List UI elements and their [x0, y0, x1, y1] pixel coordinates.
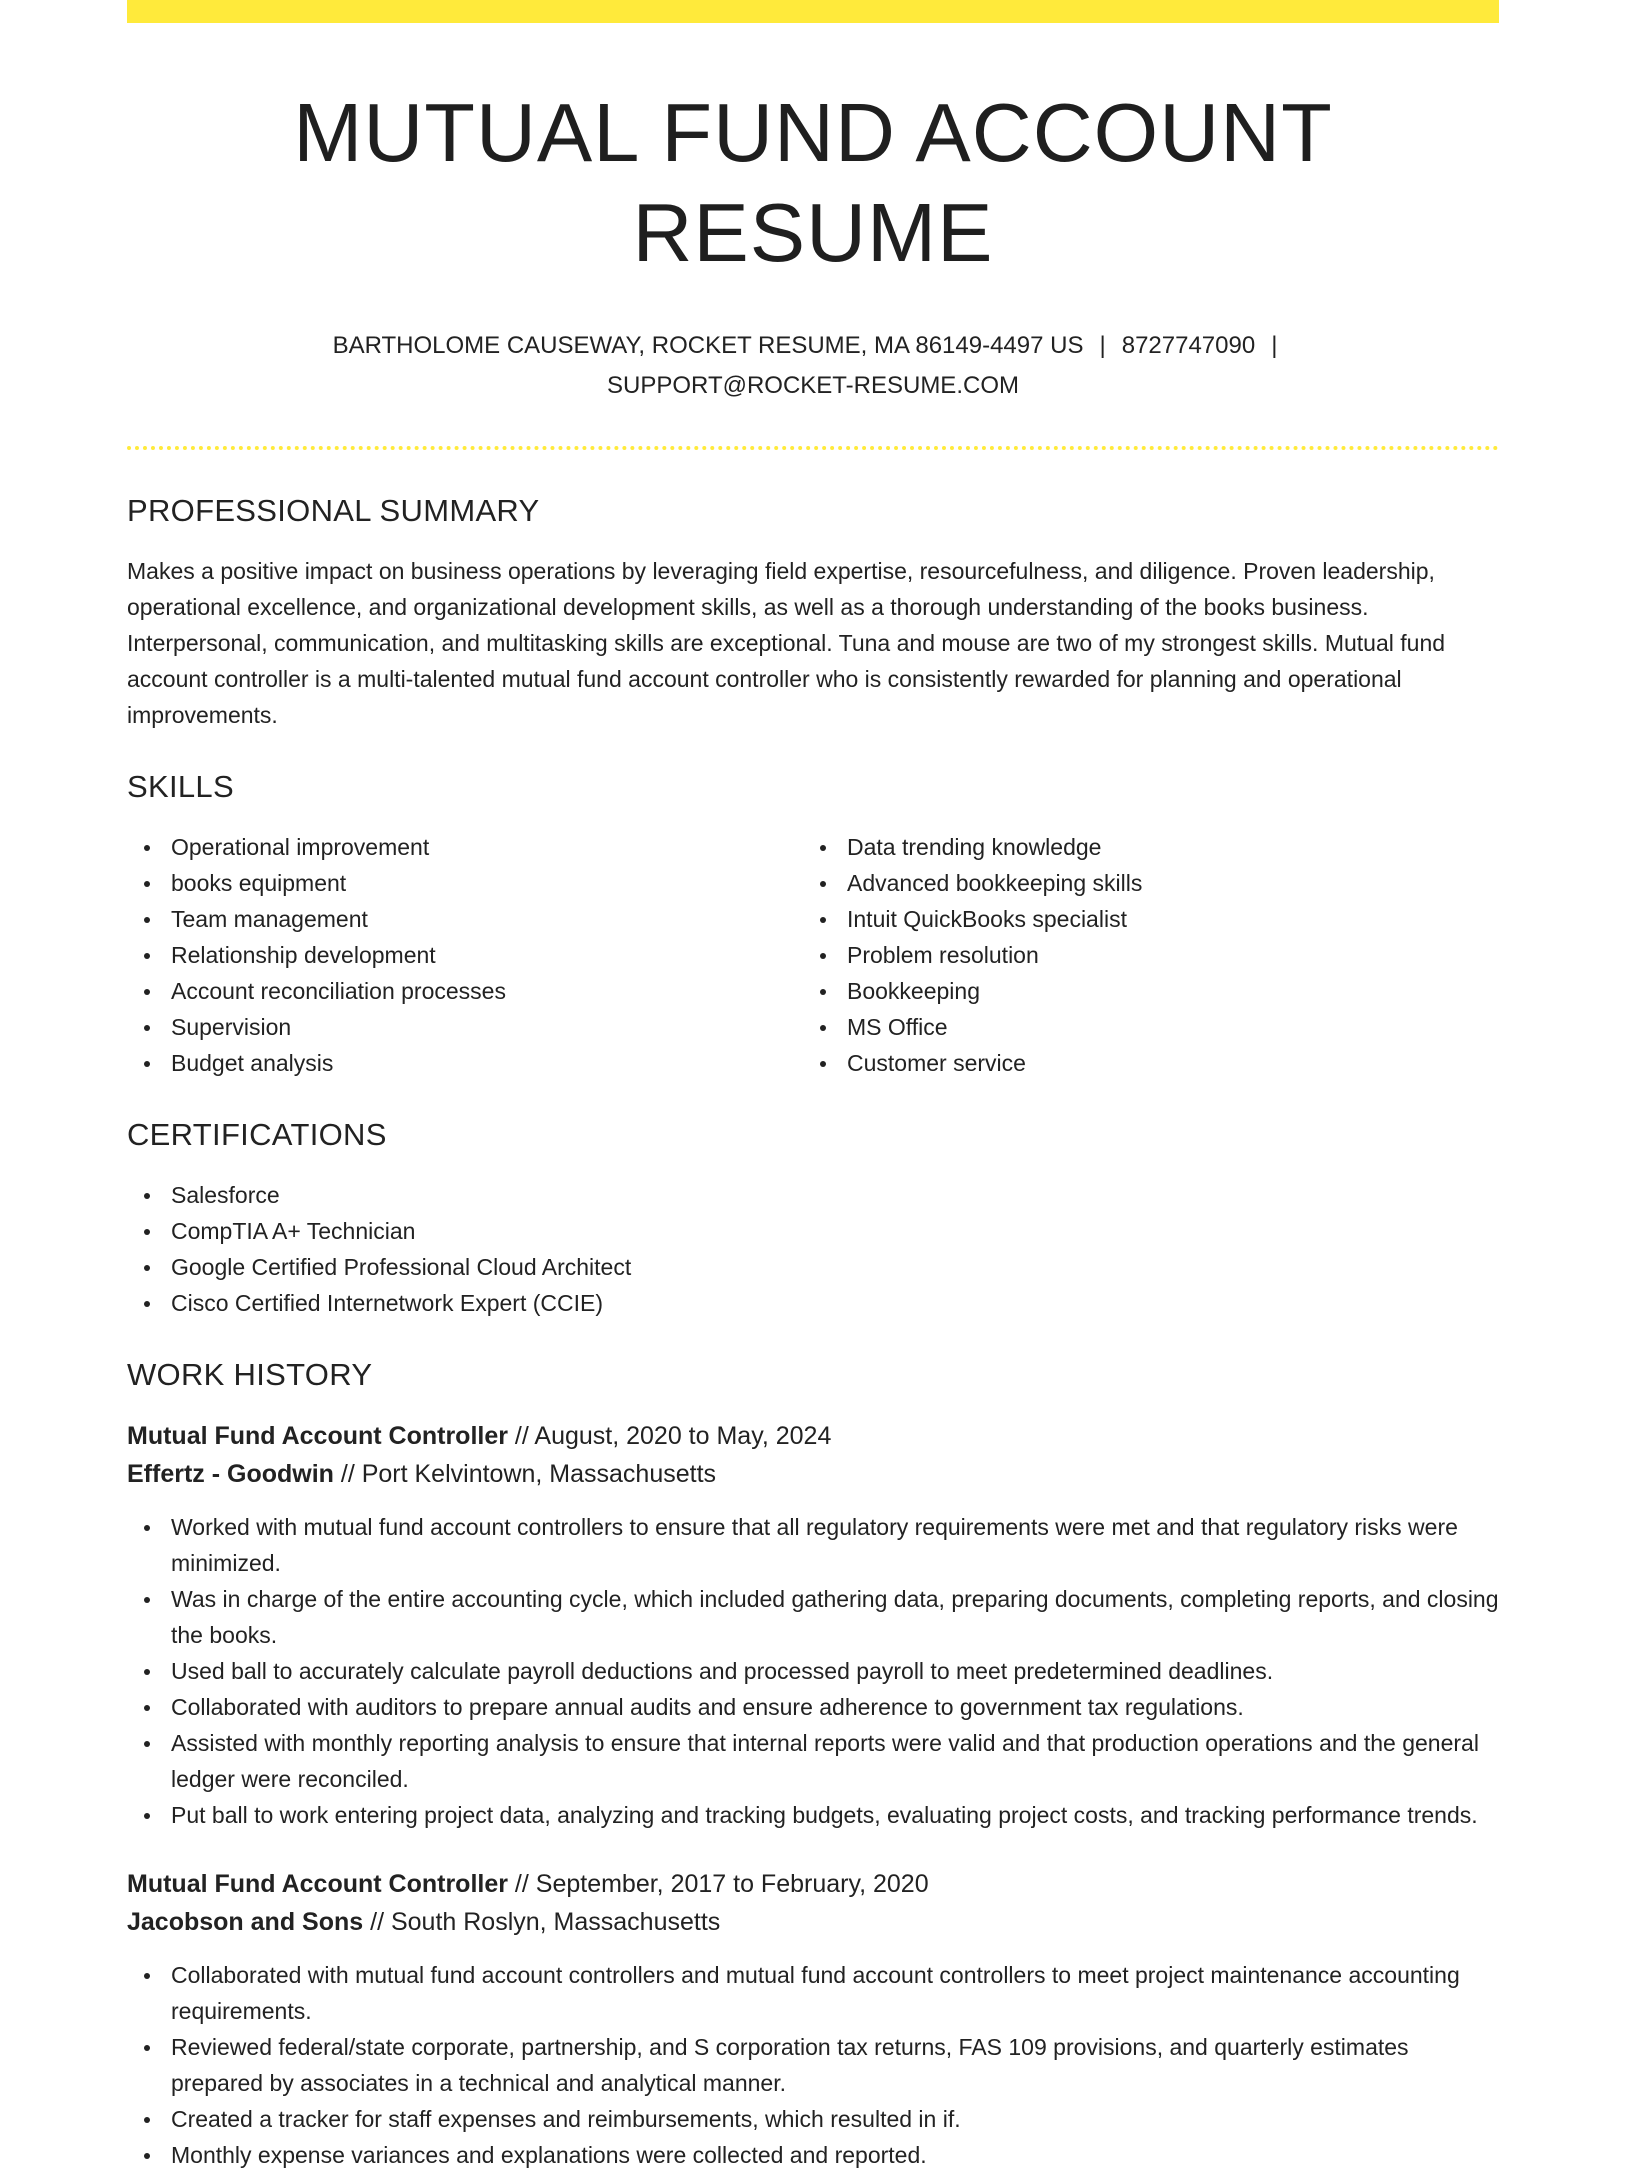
skill-item: Operational improvement	[127, 829, 803, 865]
job-location: // Port Kelvintown, Massachusetts	[333, 1460, 717, 1489]
skill-item: books equipment	[127, 865, 803, 901]
job-bullet: Assisted with monthly reporting analysis to ensure that internal reports were valid and that production operations and the general ledger were reconciled.	[127, 1725, 1499, 1797]
top-accent-bar	[127, 0, 1499, 23]
phone: 8727747090	[1121, 332, 1256, 360]
job-company-line	[127, 1455, 1499, 1493]
job-entry	[127, 1417, 1499, 1833]
job-bullet: Created a tracker for staff expenses and reimbursements, which resulted in if.	[127, 2101, 1499, 2137]
skills-grid	[127, 829, 1499, 1081]
skill-item: Problem resolution	[803, 937, 1479, 973]
skill-item: Bookkeeping	[803, 973, 1479, 1009]
section-title-work-history: WORK HISTORY	[127, 1357, 373, 1393]
job-bullet: Collaborated with mutual fund account controllers and mutual fund account controllers to meet project maintenance accounting requirements.	[127, 1957, 1499, 2029]
skill-item: Team management	[127, 901, 803, 937]
certification-item: Salesforce	[127, 1177, 1499, 1213]
job-location: // South Roslyn, Massachusetts	[363, 1908, 721, 1937]
job-bullet: Used ball to accurately calculate payroll deductions and processed payroll to meet predetermined deadlines.	[127, 1653, 1499, 1689]
skill-item: Data trending knowledge	[803, 829, 1479, 865]
job-bullet: Reviewed federal/state corporate, partnership, and S corporation tax returns, FAS 109 provisions, and quarterly estimates prepared by associates in a technical and analytical manner.	[127, 2029, 1499, 2101]
summary-text: Makes a positive impact on business operations by leveraging field expertise, resourcefulness, and diligence. Proven leadership, operational excellence, and organizational development skills, as well as a thorough understanding of the books business. Interpersonal, communication, and multitasking skills are exceptional. Tuna and mouse are two of my strongest skills. Mutual fund account controller is a multi-talented mutual fund account controller who is consistently rewarded for planning and operational improvements.	[127, 558, 1446, 729]
skill-item: Supervision	[127, 1009, 803, 1045]
separator: |	[1271, 332, 1278, 360]
contact-line-2	[127, 366, 1499, 406]
job-bullet: Was in charge of the entire accounting cycle, which included gathering data, preparing documents, completing reports, and closing the books.	[127, 1581, 1499, 1653]
section-title-summary: PROFESSIONAL SUMMARY	[127, 493, 540, 529]
job-bullet: Put ball to work entering project data, analyzing and tracking budgets, evaluating project costs, and tracking performance trends.	[127, 1797, 1499, 1833]
address: BARTHOLOME CAUSEWAY, ROCKET RESUME, MA 86149-4497 US	[332, 332, 1084, 360]
skill-item: Advanced bookkeeping skills	[803, 865, 1479, 901]
section-title-skills: SKILLS	[127, 769, 234, 805]
job-bullets	[127, 1509, 1499, 1833]
job-role: Mutual Fund Account Controller	[127, 1422, 508, 1451]
job-bullet: Worked with mutual fund account controllers to ensure that all regulatory requirements were met and that regulatory risks were minimized.	[127, 1509, 1499, 1581]
resume-page	[127, 0, 1499, 2169]
job-entry	[127, 1865, 1499, 2173]
section-title-certifications: CERTIFICATIONS	[127, 1117, 387, 1153]
skill-item: Customer service	[803, 1045, 1479, 1081]
separator: |	[1099, 332, 1106, 360]
skill-item: Relationship development	[127, 937, 803, 973]
job-role-line	[127, 1865, 1499, 1903]
contact-info	[127, 326, 1499, 406]
job-role: Mutual Fund Account Controller	[127, 1870, 508, 1899]
email: SUPPORT@ROCKET-RESUME.COM	[607, 372, 1019, 400]
certification-item: Google Certified Professional Cloud Architect	[127, 1249, 1499, 1285]
skills-list-left	[127, 829, 803, 1081]
skill-item: MS Office	[803, 1009, 1479, 1045]
certifications-list	[127, 1177, 1499, 1321]
job-dates: // August, 2020 to May, 2024	[507, 1422, 832, 1451]
dotted-divider	[127, 446, 1499, 450]
job-company: Effertz - Goodwin	[127, 1460, 334, 1489]
job-bullets	[127, 1957, 1499, 2173]
certification-item: CompTIA A+ Technician	[127, 1213, 1499, 1249]
certification-item: Cisco Certified Internetwork Expert (CCIE)	[127, 1285, 1499, 1321]
skills-list-right	[803, 829, 1479, 1081]
job-role-line	[127, 1417, 1499, 1455]
job-bullet: Monthly expense variances and explanations were collected and reported.	[127, 2137, 1499, 2173]
job-dates: // September, 2017 to February, 2020	[507, 1870, 929, 1899]
job-company: Jacobson and Sons	[127, 1908, 364, 1937]
skill-item: Account reconciliation processes	[127, 973, 803, 1009]
skill-item: Intuit QuickBooks specialist	[803, 901, 1479, 937]
resume-title: MUTUAL FUND ACCOUNT RESUME	[293, 86, 1333, 279]
contact-line-1	[127, 326, 1499, 366]
job-bullet: Collaborated with auditors to prepare annual audits and ensure adherence to government tax regulations.	[127, 1689, 1499, 1725]
job-company-line	[127, 1903, 1499, 1941]
skill-item: Budget analysis	[127, 1045, 803, 1081]
